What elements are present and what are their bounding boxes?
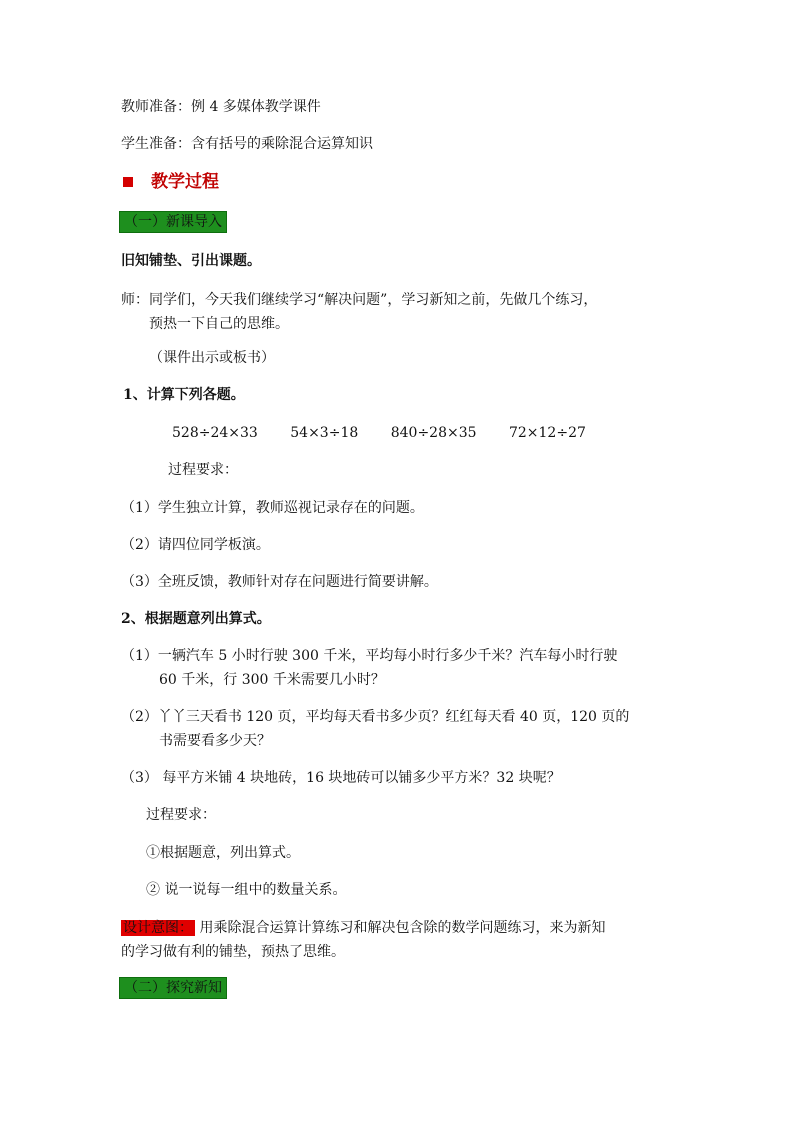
step-item: （3）全班反馈，教师针对存在问题进行简要讲解。	[121, 574, 438, 590]
q2-item-line: （1）一辆汽车 5 小时行驶 300 千米，平均每小时行多少千米？汽车每小时行驶	[121, 648, 618, 664]
expression: 840÷28×35	[390, 425, 477, 441]
requirement-item: ② 说一说每一组中的数量关系。	[146, 882, 347, 898]
q2-item-line: （3） 每平方米铺 4 块地砖，16 块地砖可以铺多少平方米？32 块呢？	[121, 770, 561, 786]
q2-item-line: 书需要看多少天？	[159, 733, 271, 749]
red-square-bullet-icon	[123, 177, 133, 187]
student-prep: 学生准备：含有括号的乘除混合运算知识	[121, 136, 373, 152]
process-requirement-2: 过程要求：	[146, 807, 216, 823]
teacher-line-1: 师：同学们，今天我们继续学习“解决问题”，学习新知之前，先做几个练习，	[121, 292, 598, 308]
expression: 54×3÷18	[290, 425, 359, 441]
design-intent-tag: 设计意图：	[123, 920, 193, 936]
requirement-item: ①根据题意，列出算式。	[146, 845, 300, 861]
teacher-prep: 教师准备：例 4 多媒体教学课件	[121, 99, 321, 115]
expressions-row	[172, 421, 614, 445]
process-requirement-1: 过程要求：	[168, 462, 238, 478]
expression: 528÷24×33	[172, 425, 258, 441]
q2-item-line: 60 千米，行 300 千米需要几小时？	[159, 672, 385, 688]
intro-heading: 旧知铺垫、引出课题。	[121, 253, 261, 269]
courseware-note: （课件出示或板书）	[149, 350, 275, 366]
part1-tag: （一）新课导入	[119, 211, 227, 233]
part2-tag: （二）探究新知	[119, 977, 227, 999]
q2-heading: 2、根据题意列出算式。	[121, 611, 271, 627]
teacher-line-2: 预热一下自己的思维。	[149, 316, 289, 332]
section-title: 教学过程	[151, 172, 219, 192]
step-item: （1）学生独立计算，教师巡视记录存在的问题。	[121, 500, 424, 516]
design-intent-line-1	[121, 916, 605, 940]
step-item: （2）请四位同学板演。	[121, 537, 270, 553]
design-intent-line-2: 的学习做有利的铺垫，预热了思维。	[121, 944, 345, 960]
section-heading	[123, 170, 219, 194]
expression: 72×12÷27	[508, 425, 586, 441]
design-intent-text: 用乘除混合运算计算练习和解决包含除的数学问题练习，来为新知	[195, 920, 606, 936]
q1-heading: 1、计算下列各题。	[123, 387, 245, 403]
q2-item-line: （2）丫丫三天看书 120 页，平均每天看书多少页？红红每天看 40 页，120 页的	[121, 709, 630, 725]
